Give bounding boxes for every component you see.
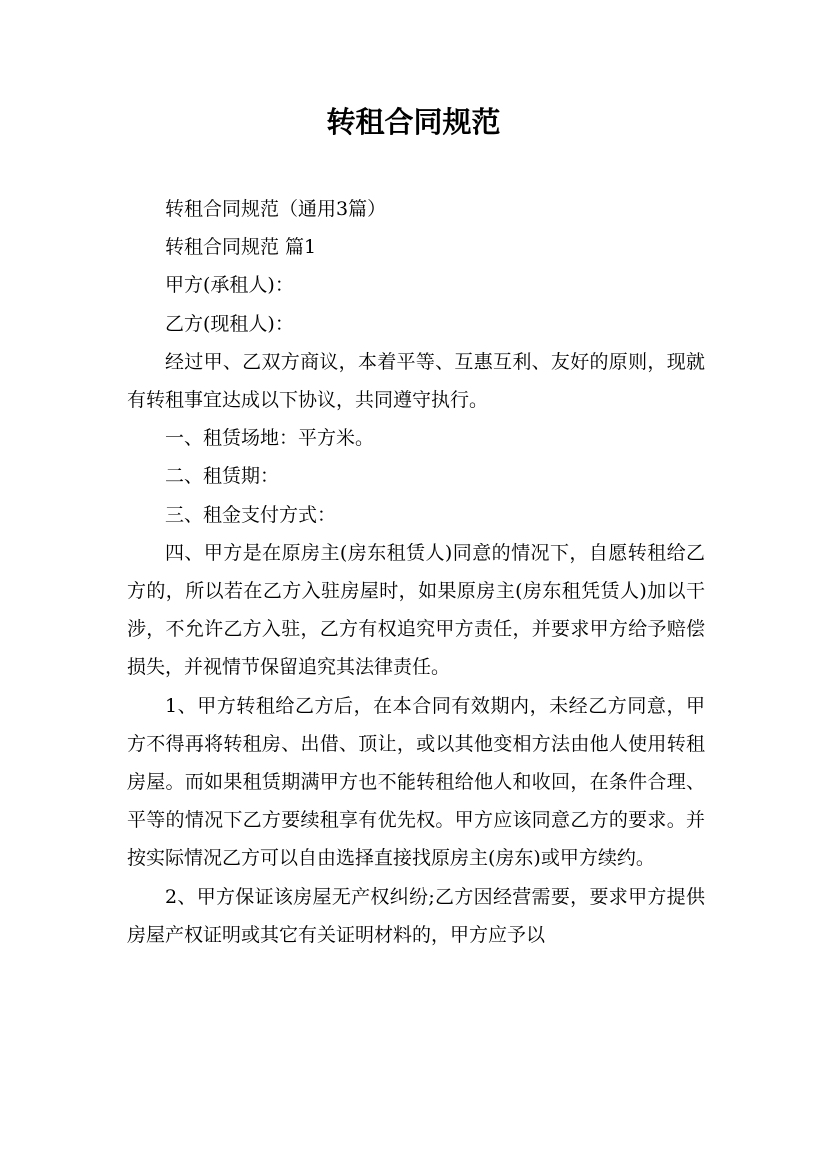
paragraph-subtitle: 转租合同规范（通用3篇） <box>165 198 387 220</box>
paragraph-preamble: 经过甲、乙双方商议，本着平等、互惠互利、友好的原则，现就有转租事宜达成以下协议，共同遵守执行。 <box>127 350 705 412</box>
document-title: 转租合同规范 <box>326 105 501 139</box>
paragraph-section-heading: 转租合同规范 篇1 <box>165 236 317 259</box>
document-body <box>127 190 705 954</box>
paragraph-party-b: 乙方(现租人)： <box>165 312 294 335</box>
paragraph-clause-3: 三、租金支付方式： <box>165 503 337 526</box>
paragraph-clause-4: 四、甲方是在原房主(房东租赁人)同意的情况下，自愿转租给乙方的，所以若在乙方入驻房屋时，如果原房主(房东租凭赁人)加以干涉，不允许乙方入驻，乙方有权追究甲方责任，并要求甲方给予赔偿损失，并视情节保留追究其法律责任。 <box>127 541 705 679</box>
paragraph-clause-2: 二、租赁期： <box>165 465 280 488</box>
paragraph-clause-1: 一、租赁场地：平方米。 <box>165 427 375 450</box>
paragraph-party-a: 甲方(承租人)： <box>165 274 294 297</box>
paragraph-item-1: 1、甲方转租给乙方后，在本合同有效期内，未经乙方同意，甲方不得再将转租房、出借、顶让，或以其他变相方法由他人使用转租房屋。而如果租赁期满甲方也不能转租给他人和收回，在条件合理、平等的情况下乙方要续租享有优先权。甲方应该同意乙方的要求。并按实际情况乙方可以自由选择直接找原房主(房东)或甲方续约。 <box>127 694 705 870</box>
paragraph-item-2: 2、甲方保证该房屋无产权纠纷;乙方因经营需要，要求甲方提供房屋产权证明或其它有关证明材料的，甲方应予以 <box>127 885 705 946</box>
